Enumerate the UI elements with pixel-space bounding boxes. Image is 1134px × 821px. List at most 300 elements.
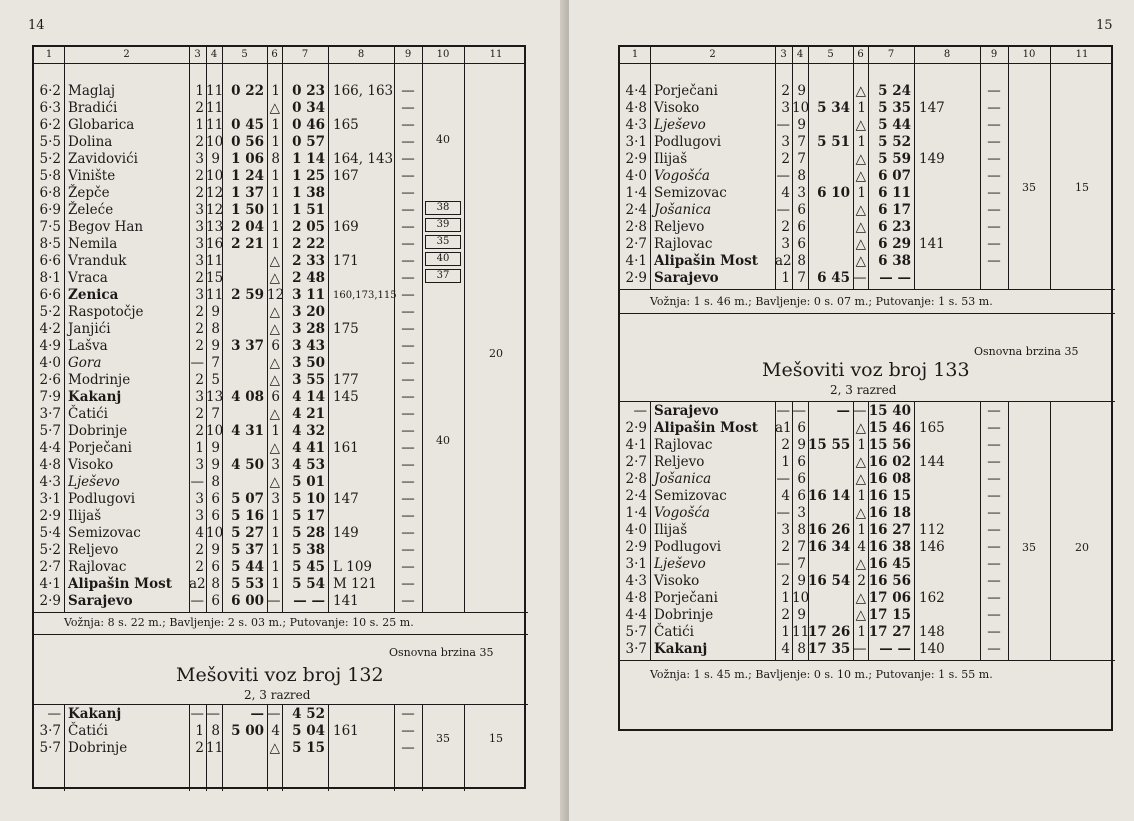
left-km: 6·8 bbox=[39, 185, 61, 201]
right-s2-class-col: a1 bbox=[775, 420, 792, 436]
right-s2-col9: — bbox=[987, 641, 1001, 657]
left-station-name: Maglaj bbox=[68, 83, 116, 99]
right-s2-station-name: Sarajevo bbox=[654, 403, 719, 419]
left-departure-time: 5 38 bbox=[292, 542, 325, 558]
left-arrival-time: 4 08 bbox=[231, 389, 264, 405]
left-departure-time: 1 38 bbox=[292, 185, 325, 201]
left-departure-time: 4 32 bbox=[292, 423, 325, 439]
right-page bbox=[569, 0, 1134, 821]
right-col9: — bbox=[987, 83, 1001, 99]
right-s2-connection-col: 162 bbox=[919, 590, 945, 606]
left-col9: — bbox=[401, 457, 415, 473]
right-s2-departure-time: 17 15 bbox=[868, 607, 911, 623]
left-departure-time: 3 11 bbox=[292, 287, 325, 303]
right-s2-km: 2·4 bbox=[625, 488, 647, 504]
left-col10-box: 35 bbox=[425, 235, 461, 249]
right-runtime-col: 9 bbox=[797, 117, 806, 133]
left-km: 3·7 bbox=[39, 406, 61, 422]
left-runtime-col: 12 bbox=[206, 202, 224, 218]
left-s2-km: — bbox=[47, 706, 61, 722]
left-s2-runtime-col: 11 bbox=[206, 740, 224, 756]
left-runtime-col: 10 bbox=[206, 134, 224, 150]
right-stop-minutes: △ bbox=[855, 117, 866, 133]
left-header-col-8: 8 bbox=[357, 49, 365, 60]
left-col9: — bbox=[401, 372, 415, 388]
left-runtime-col: 7 bbox=[211, 355, 220, 371]
right-s2-col9: — bbox=[987, 420, 1001, 436]
left-station-name: Rajlovac bbox=[68, 559, 127, 575]
right-s2-runtime-col: 8 bbox=[797, 522, 806, 538]
right-s2-arrival-time: 15 55 bbox=[808, 437, 851, 453]
left-timetable-frame bbox=[32, 45, 526, 789]
right-header-col-9: 9 bbox=[990, 49, 998, 60]
right-departure-time: 6 38 bbox=[878, 253, 911, 269]
right-km: 1·4 bbox=[625, 185, 647, 201]
right-s2-km: 3·1 bbox=[625, 556, 647, 572]
right-speed: Osnovna brzina 35 bbox=[974, 345, 1079, 358]
left-station-name: Sarajevo bbox=[68, 593, 133, 609]
left-col9: — bbox=[401, 83, 415, 99]
right-column-rule-5 bbox=[808, 47, 809, 289]
left-s2-col10-value: 35 bbox=[436, 732, 450, 745]
left-stop-minutes: △ bbox=[269, 253, 280, 269]
left-class-col: 3 bbox=[195, 389, 204, 405]
left-stop-minutes: 3 bbox=[271, 457, 280, 473]
left-stop-minutes: △ bbox=[269, 406, 280, 422]
left-stop-minutes: 1 bbox=[271, 508, 280, 524]
left-table-bottom-rule bbox=[34, 612, 528, 613]
left-col10-value: 40 bbox=[436, 434, 450, 447]
right-departure-time: 6 07 bbox=[878, 168, 911, 184]
left-class-col: 2 bbox=[195, 423, 204, 439]
left-departure-time: 0 34 bbox=[292, 100, 325, 116]
left-class-col: 1 bbox=[195, 83, 204, 99]
right-s2-column-rule-7 bbox=[868, 401, 869, 660]
right-connection-col: 147 bbox=[919, 100, 945, 116]
left-speed: Osnovna brzina 35 bbox=[389, 646, 494, 659]
left-departure-time: 4 21 bbox=[292, 406, 325, 422]
left-col10-box: 37 bbox=[425, 269, 461, 283]
left-s2-col11-value: 15 bbox=[489, 732, 503, 745]
left-departure-time: 5 54 bbox=[292, 576, 325, 592]
right-s2-station-name: Podlugovi bbox=[654, 539, 722, 555]
right-station-name: Jošanica bbox=[654, 202, 712, 218]
right-s2-connection-col: 148 bbox=[919, 624, 945, 640]
right-table-bottom-rule bbox=[620, 289, 1115, 290]
right-s2-stop-minutes: △ bbox=[855, 471, 866, 487]
left-arrival-time: 1 06 bbox=[231, 151, 264, 167]
left-km: 5·5 bbox=[39, 134, 61, 150]
left-runtime-col: 11 bbox=[206, 100, 224, 116]
right-class-col: 3 bbox=[781, 236, 790, 252]
left-s2-station-name: Čatići bbox=[68, 723, 108, 739]
left-runtime-col: 6 bbox=[211, 491, 220, 507]
left-col9: — bbox=[401, 440, 415, 456]
left-arrival-time: 1 37 bbox=[231, 185, 264, 201]
page-number-right: 15 bbox=[1096, 18, 1113, 33]
right-s2-station-name: Kakanj bbox=[654, 641, 708, 657]
right-arrival-time: 5 51 bbox=[817, 134, 850, 150]
left-departure-time: 4 41 bbox=[292, 440, 325, 456]
left-station-name: Kakanj bbox=[68, 389, 122, 405]
left-stop-minutes: △ bbox=[269, 321, 280, 337]
left-km: 6·6 bbox=[39, 287, 61, 303]
left-station-name: Čatići bbox=[68, 406, 108, 422]
left-s2-column-rule-7 bbox=[282, 704, 283, 791]
right-s2-stop-minutes: △ bbox=[855, 607, 866, 623]
right-s2-station-name: Alipašin Most bbox=[654, 420, 758, 436]
left-column-rule-3 bbox=[189, 47, 190, 612]
left-connection-col: 167 bbox=[333, 168, 359, 184]
left-s2-departure-time: 5 04 bbox=[292, 723, 325, 739]
left-s2-column-rule-11 bbox=[464, 704, 465, 791]
right-s2-station-name: Rajlovac bbox=[654, 437, 713, 453]
left-runtime-col: 10 bbox=[206, 168, 224, 184]
left-runtime-col: 8 bbox=[211, 321, 220, 337]
left-stop-minutes: 1 bbox=[271, 236, 280, 252]
left-s2-column-rule-2 bbox=[64, 704, 65, 791]
left-class-col: 3 bbox=[195, 508, 204, 524]
left-col9: — bbox=[401, 117, 415, 133]
left-km: 4·0 bbox=[39, 355, 61, 371]
right-s2-runtime-col: 9 bbox=[797, 607, 806, 623]
left-stop-minutes: 1 bbox=[271, 525, 280, 541]
right-s2-stop-minutes: — bbox=[853, 641, 867, 657]
right-s2-runtime-col: 10 bbox=[792, 590, 810, 606]
left-departure-time: 3 28 bbox=[292, 321, 325, 337]
right-class-col: 4 bbox=[781, 185, 790, 201]
right-s2-runtime-col: — bbox=[792, 403, 806, 419]
left-station-name: Podlugovi bbox=[68, 491, 136, 507]
right-s2-col9: — bbox=[987, 454, 1001, 470]
left-runtime-col: 11 bbox=[206, 117, 224, 133]
right-s2-class-col: — bbox=[776, 505, 790, 521]
left-runtime-col: 16 bbox=[206, 236, 224, 252]
left-connection-col: 171 bbox=[333, 253, 359, 269]
left-stop-minutes: 1 bbox=[271, 423, 280, 439]
left-column-rule-5 bbox=[222, 47, 223, 612]
left-connection-col: 141 bbox=[333, 593, 359, 609]
left-col10-box: 39 bbox=[425, 218, 461, 232]
left-class-col: 2 bbox=[195, 542, 204, 558]
left-header-col-7: 7 bbox=[301, 49, 309, 60]
right-departure-time: 6 11 bbox=[878, 185, 911, 201]
left-column-rule-4 bbox=[206, 47, 207, 612]
left-departure-time: 4 14 bbox=[292, 389, 325, 405]
right-s2-stop-minutes: △ bbox=[855, 454, 866, 470]
right-s2-column-rule-9 bbox=[980, 401, 981, 660]
right-s2-column-rule-11 bbox=[1050, 401, 1051, 660]
right-col9: — bbox=[987, 202, 1001, 218]
right-s2-connection-col: 165 bbox=[919, 420, 945, 436]
left-runtime-col: 6 bbox=[211, 593, 220, 609]
left-runtime-col: 8 bbox=[211, 576, 220, 592]
left-km: 6·2 bbox=[39, 117, 61, 133]
left-col10-box: 38 bbox=[425, 201, 461, 215]
right-s2-station-name: Ilijaš bbox=[654, 522, 688, 538]
left-departure-time: 5 45 bbox=[292, 559, 325, 575]
right-runtime-col: 6 bbox=[797, 219, 806, 235]
left-station-name: Semizovac bbox=[68, 525, 141, 541]
right-s2-departure-time: 15 56 bbox=[868, 437, 911, 453]
left-departure-time: — — bbox=[293, 593, 325, 609]
left-km: 8·5 bbox=[39, 236, 61, 252]
left-station-name: Modrinje bbox=[68, 372, 131, 388]
left-arrival-time: 4 31 bbox=[231, 423, 264, 439]
right-s2-class-col: 4 bbox=[781, 488, 790, 504]
left-runtime-col: 11 bbox=[206, 253, 224, 269]
left-departure-time: 5 01 bbox=[292, 474, 325, 490]
left-stop-minutes: 1 bbox=[271, 185, 280, 201]
left-departure-time: 0 46 bbox=[292, 117, 325, 133]
left-km: 7·9 bbox=[39, 389, 61, 405]
right-column-rule-2 bbox=[650, 47, 651, 289]
left-col9: — bbox=[401, 406, 415, 422]
right-departure-time: 5 52 bbox=[878, 134, 911, 150]
left-runtime-col: 6 bbox=[211, 508, 220, 524]
right-s2-column-rule-4 bbox=[792, 401, 793, 660]
right-station-name: Porječani bbox=[654, 83, 718, 99]
left-col10-value: 40 bbox=[436, 133, 450, 146]
left-col9: — bbox=[401, 338, 415, 354]
left-runtime-col: 9 bbox=[211, 457, 220, 473]
right-col11-value: 15 bbox=[1075, 181, 1089, 194]
left-connection-col: 145 bbox=[333, 389, 359, 405]
left-km: 6·9 bbox=[39, 202, 61, 218]
left-departure-time: 1 51 bbox=[292, 202, 325, 218]
left-column-rule-2 bbox=[64, 47, 65, 612]
right-s2-col9: — bbox=[987, 624, 1001, 640]
right-s2-class-col: 3 bbox=[781, 522, 790, 538]
left-class-col: 1 bbox=[195, 117, 204, 133]
left-class-col: — bbox=[190, 355, 204, 371]
left-arrival-time: 2 59 bbox=[231, 287, 264, 303]
left-col9: — bbox=[401, 219, 415, 235]
right-station-name: Vogošća bbox=[654, 168, 710, 184]
left-class-col: 2 bbox=[195, 559, 204, 575]
right-stop-minutes: — bbox=[853, 270, 867, 286]
right-s2-connection-col: 144 bbox=[919, 454, 945, 470]
left-column-rule-11 bbox=[464, 47, 465, 612]
left-col9: — bbox=[401, 151, 415, 167]
right-header-col-7: 7 bbox=[887, 49, 895, 60]
right-column-rule-7 bbox=[868, 47, 869, 289]
left-departure-time: 2 48 bbox=[292, 270, 325, 286]
left-class-col: 2 bbox=[195, 372, 204, 388]
left-connection-col: 164, 143 bbox=[333, 151, 394, 167]
right-s2-departure-time: 16 18 bbox=[868, 505, 911, 521]
left-arrival-time: 5 16 bbox=[231, 508, 264, 524]
left-departure-time: 3 50 bbox=[292, 355, 325, 371]
left-arrival-time: 6 00 bbox=[231, 593, 264, 609]
left-runtime-col: 12 bbox=[206, 185, 224, 201]
right-s2-class-col: 2 bbox=[781, 573, 790, 589]
right-s2-departure-time: 16 02 bbox=[868, 454, 911, 470]
left-s2-departure-time: 4 52 bbox=[292, 706, 325, 722]
right-km: 2·4 bbox=[625, 202, 647, 218]
right-s2-runtime-col: 9 bbox=[797, 437, 806, 453]
right-col9: — bbox=[987, 236, 1001, 252]
left-connection-col: 161 bbox=[333, 440, 359, 456]
right-connection-col: 149 bbox=[919, 151, 945, 167]
right-s2-column-rule-6 bbox=[853, 401, 854, 660]
right-col9: — bbox=[987, 219, 1001, 235]
left-class-col: 2 bbox=[195, 100, 204, 116]
left-s2-departure-time: 5 15 bbox=[292, 740, 325, 756]
left-header-col-6: 6 bbox=[271, 49, 278, 60]
left-arrival-time: 0 45 bbox=[231, 117, 264, 133]
right-station-name: Ilijaš bbox=[654, 151, 688, 167]
right-s2-col9: — bbox=[987, 607, 1001, 623]
right-station-name: Lješevo bbox=[654, 117, 706, 133]
right-s2-connection-col: 112 bbox=[919, 522, 945, 538]
left-class-col: — bbox=[190, 593, 204, 609]
right-runtime-col: 7 bbox=[797, 134, 806, 150]
left-connection-col: 160,173,115 bbox=[333, 290, 397, 301]
left-station-name: Vinište bbox=[68, 168, 116, 184]
left-km: 5·2 bbox=[39, 151, 61, 167]
right-s2-runtime-col: 6 bbox=[797, 420, 806, 436]
left-col9: — bbox=[401, 559, 415, 575]
left-s2-class-col: — bbox=[190, 706, 204, 722]
left-connection-col: 149 bbox=[333, 525, 359, 541]
left-arrival-time: 1 24 bbox=[231, 168, 264, 184]
left-header-col-2: 2 bbox=[123, 49, 130, 60]
right-stop-minutes: △ bbox=[855, 168, 866, 184]
right-km: 4·8 bbox=[625, 100, 647, 116]
left-departure-time: 1 25 bbox=[292, 168, 325, 184]
right-s2-km: 4·4 bbox=[625, 607, 647, 623]
right-col10-value: 35 bbox=[1022, 181, 1036, 194]
left-col9: — bbox=[401, 542, 415, 558]
right-s2-column-rule-5 bbox=[808, 401, 809, 660]
left-class-col: 2 bbox=[195, 304, 204, 320]
right-col9: — bbox=[987, 117, 1001, 133]
left-s2-column-rule-8 bbox=[328, 704, 329, 791]
left-station-name: Žepče bbox=[68, 185, 110, 201]
left-s2-km: 5·7 bbox=[39, 740, 61, 756]
right-column-rule-3 bbox=[775, 47, 776, 289]
left-station-name: Dolina bbox=[68, 134, 113, 150]
left-station-name: Bradići bbox=[68, 100, 118, 116]
left-s2-column-rule-6 bbox=[267, 704, 268, 791]
right-s2-km: 2·9 bbox=[625, 420, 647, 436]
right-departure-time: 5 35 bbox=[878, 100, 911, 116]
right-col9: — bbox=[987, 168, 1001, 184]
left-col9: — bbox=[401, 253, 415, 269]
left-arrival-time: 5 53 bbox=[231, 576, 264, 592]
right-s2-col11-value: 20 bbox=[1075, 541, 1089, 554]
left-class-col: 3 bbox=[195, 253, 204, 269]
right-s2-stop-minutes: 2 bbox=[857, 573, 866, 589]
left-connection-col: 177 bbox=[333, 372, 359, 388]
right-s2-arrival-time: 17 35 bbox=[808, 641, 851, 657]
left-col9: — bbox=[401, 508, 415, 524]
left-station-name: Porječani bbox=[68, 440, 132, 456]
left-class-col: 4 bbox=[195, 525, 204, 541]
left-class-col: 2 bbox=[195, 168, 204, 184]
right-s2-class-col: 2 bbox=[781, 539, 790, 555]
left-col10-box: 40 bbox=[425, 252, 461, 266]
left-col9: — bbox=[401, 287, 415, 303]
left-connection-col: 175 bbox=[333, 321, 359, 337]
right-s2-stop-minutes: △ bbox=[855, 420, 866, 436]
left-station-name: Alipašin Most bbox=[68, 576, 172, 592]
left-runtime-col: 11 bbox=[206, 287, 224, 303]
left-station-name: Globarica bbox=[68, 117, 135, 133]
left-class-col: 3 bbox=[195, 151, 204, 167]
left-s2-column-rule-10 bbox=[422, 704, 423, 791]
left-class-col: 2 bbox=[195, 338, 204, 354]
right-class-col: 1 bbox=[781, 270, 790, 286]
right-departure-time: 6 17 bbox=[878, 202, 911, 218]
left-header-col-5: 5 bbox=[241, 49, 248, 60]
left-km: 6·3 bbox=[39, 100, 61, 116]
left-class-col: 3 bbox=[195, 219, 204, 235]
left-stop-minutes: 3 bbox=[271, 491, 280, 507]
left-runtime-col: 9 bbox=[211, 542, 220, 558]
left-runtime-col: 10 bbox=[206, 423, 224, 439]
left-km: 4·3 bbox=[39, 474, 61, 490]
left-runtime-col: 9 bbox=[211, 440, 220, 456]
right-s2-km: 4·3 bbox=[625, 573, 647, 589]
left-stop-minutes: 12 bbox=[267, 287, 285, 303]
right-connection-col: 141 bbox=[919, 236, 945, 252]
left-section2-top-rule bbox=[34, 704, 528, 705]
right-runtime-col: 3 bbox=[797, 185, 806, 201]
left-station-name: Vranduk bbox=[68, 253, 127, 269]
right-s2-col9: — bbox=[987, 539, 1001, 555]
right-s2-arrival-time: 16 14 bbox=[808, 488, 851, 504]
right-class-col: — bbox=[776, 117, 790, 133]
right-stop-minutes: △ bbox=[855, 151, 866, 167]
left-s2-col9: — bbox=[401, 740, 415, 756]
right-s2-stop-minutes: △ bbox=[855, 556, 866, 572]
left-runtime-col: 5 bbox=[211, 372, 220, 388]
right-km: 4·1 bbox=[625, 253, 647, 269]
left-s2-arrival-time: 5 00 bbox=[231, 723, 264, 739]
left-arrival-time: 0 22 bbox=[231, 83, 264, 99]
left-departure-time: 2 33 bbox=[292, 253, 325, 269]
left-km: 8·1 bbox=[39, 270, 61, 286]
left-km: 4·1 bbox=[39, 576, 61, 592]
right-header-col-3: 3 bbox=[780, 49, 787, 60]
right-s2-stop-minutes: 1 bbox=[857, 488, 866, 504]
left-col9: — bbox=[401, 525, 415, 541]
left-station-name: Lašva bbox=[68, 338, 108, 354]
right-header-col-1: 1 bbox=[631, 49, 639, 60]
left-km: 4·9 bbox=[39, 338, 61, 354]
left-runtime-col: 9 bbox=[211, 151, 220, 167]
right-runtime-col: 7 bbox=[797, 270, 806, 286]
right-class-col: 2 bbox=[781, 219, 790, 235]
left-arrival-time: 5 27 bbox=[231, 525, 264, 541]
left-km: 3·1 bbox=[39, 491, 61, 507]
left-summary: Vožnja: 8 s. 22 m.; Bavljenje: 2 s. 03 m.; Putovanje: 10 s. 25 m. bbox=[64, 616, 414, 629]
right-s2-class-col: 2 bbox=[781, 437, 790, 453]
left-departure-time: 2 05 bbox=[292, 219, 325, 235]
right-s2-km: 2·8 bbox=[625, 471, 647, 487]
left-runtime-col: 15 bbox=[206, 270, 224, 286]
right-section2-bottom-rule bbox=[620, 660, 1115, 661]
right-runtime-col: 6 bbox=[797, 236, 806, 252]
right-stop-minutes: △ bbox=[855, 219, 866, 235]
left-runtime-col: 10 bbox=[206, 525, 224, 541]
right-s2-class-col: 4 bbox=[781, 641, 790, 657]
left-km: 4·2 bbox=[39, 321, 61, 337]
right-s2-arrival-time: 16 26 bbox=[808, 522, 851, 538]
right-runtime-col: 6 bbox=[797, 202, 806, 218]
